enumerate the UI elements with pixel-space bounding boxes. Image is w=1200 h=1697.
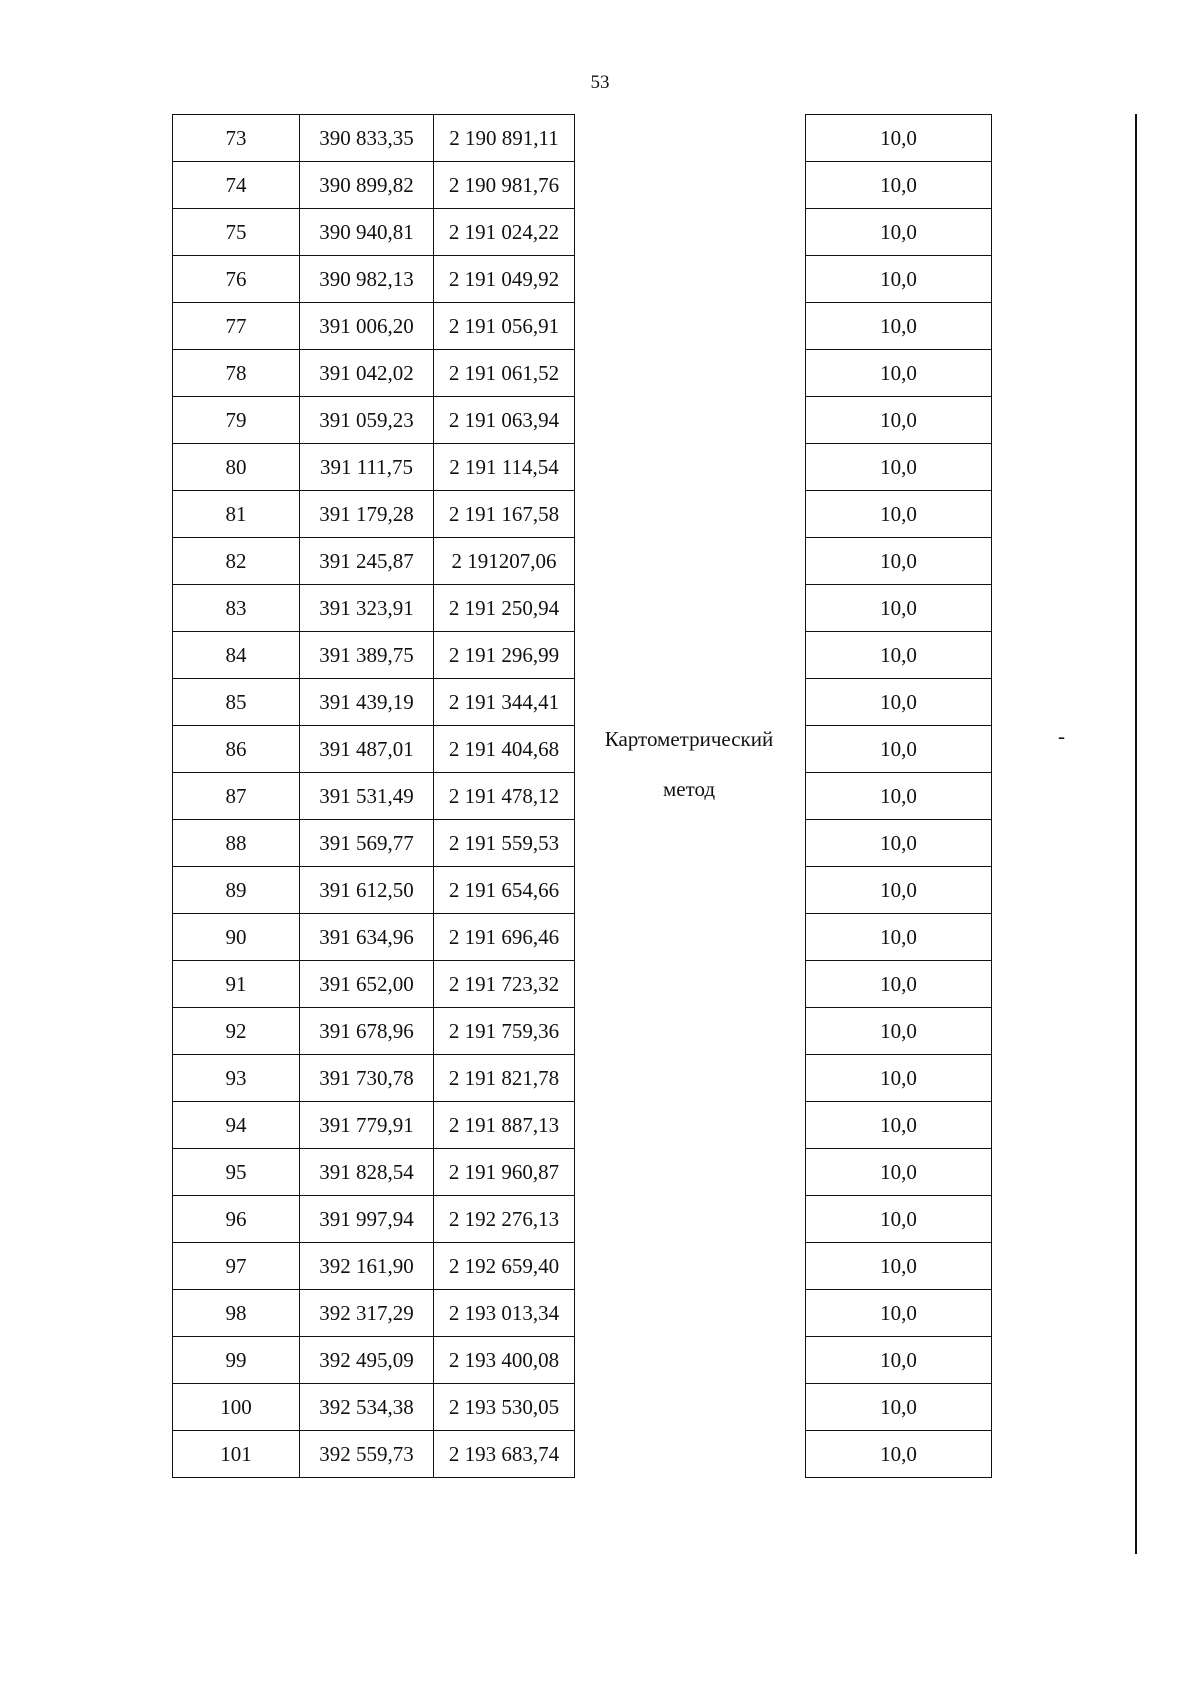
table-row (806, 444, 992, 491)
x-coordinate-cell: 391 006,20 (300, 303, 434, 350)
table-row (806, 538, 992, 585)
y-coordinate-cell: 2 192 659,40 (434, 1243, 575, 1290)
y-coordinate-cell: 2 191 559,53 (434, 820, 575, 867)
x-coordinate-cell: 391 730,78 (300, 1055, 434, 1102)
accuracy-cell: 10,0 (806, 1243, 992, 1290)
x-coordinate-cell: 391 997,94 (300, 1196, 434, 1243)
coordinates-table (172, 114, 575, 1478)
y-coordinate-cell: 2 191207,06 (434, 538, 575, 585)
table-row (806, 1431, 992, 1478)
point-number-cell: 78 (173, 350, 300, 397)
x-coordinate-cell: 392 495,09 (300, 1337, 434, 1384)
accuracy-cell: 10,0 (806, 444, 992, 491)
method-label (574, 714, 804, 814)
table-row (806, 961, 992, 1008)
y-coordinate-cell: 2 191 114,54 (434, 444, 575, 491)
accuracy-cell: 10,0 (806, 726, 992, 773)
point-number-cell: 88 (173, 820, 300, 867)
table-row (806, 350, 992, 397)
x-coordinate-cell: 390 899,82 (300, 162, 434, 209)
accuracy-cell: 10,0 (806, 1196, 992, 1243)
table-row (806, 679, 992, 726)
x-coordinate-cell: 391 779,91 (300, 1102, 434, 1149)
table-row (806, 1149, 992, 1196)
table-row (173, 961, 575, 1008)
x-coordinate-cell: 391 111,75 (300, 444, 434, 491)
point-number-cell: 93 (173, 1055, 300, 1102)
table-row (806, 1384, 992, 1431)
table-row (173, 820, 575, 867)
y-coordinate-cell: 2 190 981,76 (434, 162, 575, 209)
point-number-cell: 100 (173, 1384, 300, 1431)
point-number-cell: 74 (173, 162, 300, 209)
table-row (806, 914, 992, 961)
accuracy-table-body (806, 115, 992, 1478)
accuracy-cell: 10,0 (806, 820, 992, 867)
table-row (806, 585, 992, 632)
accuracy-cell: 10,0 (806, 679, 992, 726)
y-coordinate-cell: 2 191 478,12 (434, 773, 575, 820)
accuracy-cell: 10,0 (806, 1290, 992, 1337)
table-row (806, 162, 992, 209)
point-number-cell: 75 (173, 209, 300, 256)
y-coordinate-cell: 2 193 530,05 (434, 1384, 575, 1431)
y-coordinate-cell: 2 191 024,22 (434, 209, 575, 256)
dash-mark: - (1058, 724, 1065, 748)
accuracy-table (805, 114, 992, 1478)
y-coordinate-cell: 2 191 759,36 (434, 1008, 575, 1055)
y-coordinate-cell: 2 193 013,34 (434, 1290, 575, 1337)
table-row (806, 303, 992, 350)
point-number-cell: 92 (173, 1008, 300, 1055)
point-number-cell: 85 (173, 679, 300, 726)
table-row (806, 632, 992, 679)
y-coordinate-cell: 2 193 683,74 (434, 1431, 575, 1478)
table-row (173, 1055, 575, 1102)
table-row (173, 1431, 575, 1478)
accuracy-cell: 10,0 (806, 1008, 992, 1055)
table-row (173, 1196, 575, 1243)
accuracy-cell: 10,0 (806, 162, 992, 209)
table-row (173, 1337, 575, 1384)
point-number-cell: 82 (173, 538, 300, 585)
table-row (173, 256, 575, 303)
accuracy-cell: 10,0 (806, 585, 992, 632)
table-row (173, 444, 575, 491)
page-number: 53 (590, 72, 610, 93)
point-number-cell: 77 (173, 303, 300, 350)
table-row (806, 867, 992, 914)
table-row (806, 256, 992, 303)
table-row (173, 1290, 575, 1337)
accuracy-cell: 10,0 (806, 867, 992, 914)
table-row (806, 773, 992, 820)
table-row (173, 867, 575, 914)
accuracy-cell: 10,0 (806, 1149, 992, 1196)
table-row (173, 350, 575, 397)
x-coordinate-cell: 392 534,38 (300, 1384, 434, 1431)
table-row (173, 726, 575, 773)
accuracy-cell: 10,0 (806, 1337, 992, 1384)
table-row (806, 820, 992, 867)
y-coordinate-cell: 2 193 400,08 (434, 1337, 575, 1384)
accuracy-cell: 10,0 (806, 256, 992, 303)
table-row (806, 491, 992, 538)
point-number-cell: 89 (173, 867, 300, 914)
x-coordinate-cell: 391 323,91 (300, 585, 434, 632)
table-row (806, 209, 992, 256)
x-coordinate-cell: 392 559,73 (300, 1431, 434, 1478)
y-coordinate-cell: 2 191 344,41 (434, 679, 575, 726)
point-number-cell: 81 (173, 491, 300, 538)
accuracy-cell: 10,0 (806, 773, 992, 820)
table-row (173, 1102, 575, 1149)
x-coordinate-cell: 391 634,96 (300, 914, 434, 961)
point-number-cell: 76 (173, 256, 300, 303)
x-coordinate-cell: 391 678,96 (300, 1008, 434, 1055)
x-coordinate-cell: 391 389,75 (300, 632, 434, 679)
table-border-line (1135, 114, 1137, 1554)
accuracy-cell: 10,0 (806, 491, 992, 538)
table-row (806, 1196, 992, 1243)
point-number-cell: 99 (173, 1337, 300, 1384)
x-coordinate-cell: 390 833,35 (300, 115, 434, 162)
table-row (806, 1290, 992, 1337)
x-coordinate-cell: 391 531,49 (300, 773, 434, 820)
table-row (173, 209, 575, 256)
x-coordinate-cell: 392 317,29 (300, 1290, 434, 1337)
method-line-1: Картометрический (604, 727, 774, 751)
point-number-cell: 95 (173, 1149, 300, 1196)
point-number-cell: 94 (173, 1102, 300, 1149)
y-coordinate-cell: 2 192 276,13 (434, 1196, 575, 1243)
x-coordinate-cell: 391 179,28 (300, 491, 434, 538)
point-number-cell: 98 (173, 1290, 300, 1337)
y-coordinate-cell: 2 191 296,99 (434, 632, 575, 679)
y-coordinate-cell: 2 191 250,94 (434, 585, 575, 632)
x-coordinate-cell: 391 487,01 (300, 726, 434, 773)
table-row (173, 679, 575, 726)
table-row (173, 115, 575, 162)
point-number-cell: 80 (173, 444, 300, 491)
table-row (173, 632, 575, 679)
coordinates-table-body (173, 115, 575, 1478)
table-row (173, 397, 575, 444)
table-row (173, 1149, 575, 1196)
table-row (173, 538, 575, 585)
y-coordinate-cell: 2 190 891,11 (434, 115, 575, 162)
point-number-cell: 73 (173, 115, 300, 162)
table-row (173, 1384, 575, 1431)
point-number-cell: 79 (173, 397, 300, 444)
accuracy-cell: 10,0 (806, 115, 992, 162)
table-row (173, 1243, 575, 1290)
x-coordinate-cell: 392 161,90 (300, 1243, 434, 1290)
accuracy-cell: 10,0 (806, 914, 992, 961)
x-coordinate-cell: 391 569,77 (300, 820, 434, 867)
table-row (173, 585, 575, 632)
y-coordinate-cell: 2 191 654,66 (434, 867, 575, 914)
accuracy-cell: 10,0 (806, 961, 992, 1008)
accuracy-cell: 10,0 (806, 209, 992, 256)
y-coordinate-cell: 2 191 063,94 (434, 397, 575, 444)
table-row (806, 1055, 992, 1102)
table-row (173, 491, 575, 538)
y-coordinate-cell: 2 191 049,92 (434, 256, 575, 303)
x-coordinate-cell: 391 612,50 (300, 867, 434, 914)
x-coordinate-cell: 391 828,54 (300, 1149, 434, 1196)
point-number-cell: 101 (173, 1431, 300, 1478)
point-number-cell: 87 (173, 773, 300, 820)
accuracy-cell: 10,0 (806, 538, 992, 585)
x-coordinate-cell: 390 982,13 (300, 256, 434, 303)
x-coordinate-cell: 391 439,19 (300, 679, 434, 726)
table-row (806, 1102, 992, 1149)
table-row (806, 1008, 992, 1055)
accuracy-cell: 10,0 (806, 350, 992, 397)
point-number-cell: 96 (173, 1196, 300, 1243)
table-row (173, 303, 575, 350)
y-coordinate-cell: 2 191 960,87 (434, 1149, 575, 1196)
x-coordinate-cell: 391 042,02 (300, 350, 434, 397)
table-row (806, 1337, 992, 1384)
accuracy-cell: 10,0 (806, 303, 992, 350)
table-row (173, 162, 575, 209)
y-coordinate-cell: 2 191 696,46 (434, 914, 575, 961)
table-row (173, 773, 575, 820)
table-row (173, 1008, 575, 1055)
x-coordinate-cell: 390 940,81 (300, 209, 434, 256)
x-coordinate-cell: 391 059,23 (300, 397, 434, 444)
accuracy-cell: 10,0 (806, 1431, 992, 1478)
accuracy-cell: 10,0 (806, 632, 992, 679)
y-coordinate-cell: 2 191 404,68 (434, 726, 575, 773)
point-number-cell: 91 (173, 961, 300, 1008)
x-coordinate-cell: 391 652,00 (300, 961, 434, 1008)
y-coordinate-cell: 2 191 887,13 (434, 1102, 575, 1149)
point-number-cell: 90 (173, 914, 300, 961)
y-coordinate-cell: 2 191 723,32 (434, 961, 575, 1008)
y-coordinate-cell: 2 191 056,91 (434, 303, 575, 350)
point-number-cell: 86 (173, 726, 300, 773)
accuracy-cell: 10,0 (806, 1102, 992, 1149)
method-line-2: метод (662, 777, 716, 801)
table-row (806, 726, 992, 773)
point-number-cell: 97 (173, 1243, 300, 1290)
y-coordinate-cell: 2 191 061,52 (434, 350, 575, 397)
table-row (806, 115, 992, 162)
table-row (806, 397, 992, 444)
y-coordinate-cell: 2 191 167,58 (434, 491, 575, 538)
accuracy-cell: 10,0 (806, 1384, 992, 1431)
y-coordinate-cell: 2 191 821,78 (434, 1055, 575, 1102)
table-row (173, 914, 575, 961)
accuracy-cell: 10,0 (806, 1055, 992, 1102)
point-number-cell: 83 (173, 585, 300, 632)
point-number-cell: 84 (173, 632, 300, 679)
x-coordinate-cell: 391 245,87 (300, 538, 434, 585)
table-row (806, 1243, 992, 1290)
accuracy-cell: 10,0 (806, 397, 992, 444)
